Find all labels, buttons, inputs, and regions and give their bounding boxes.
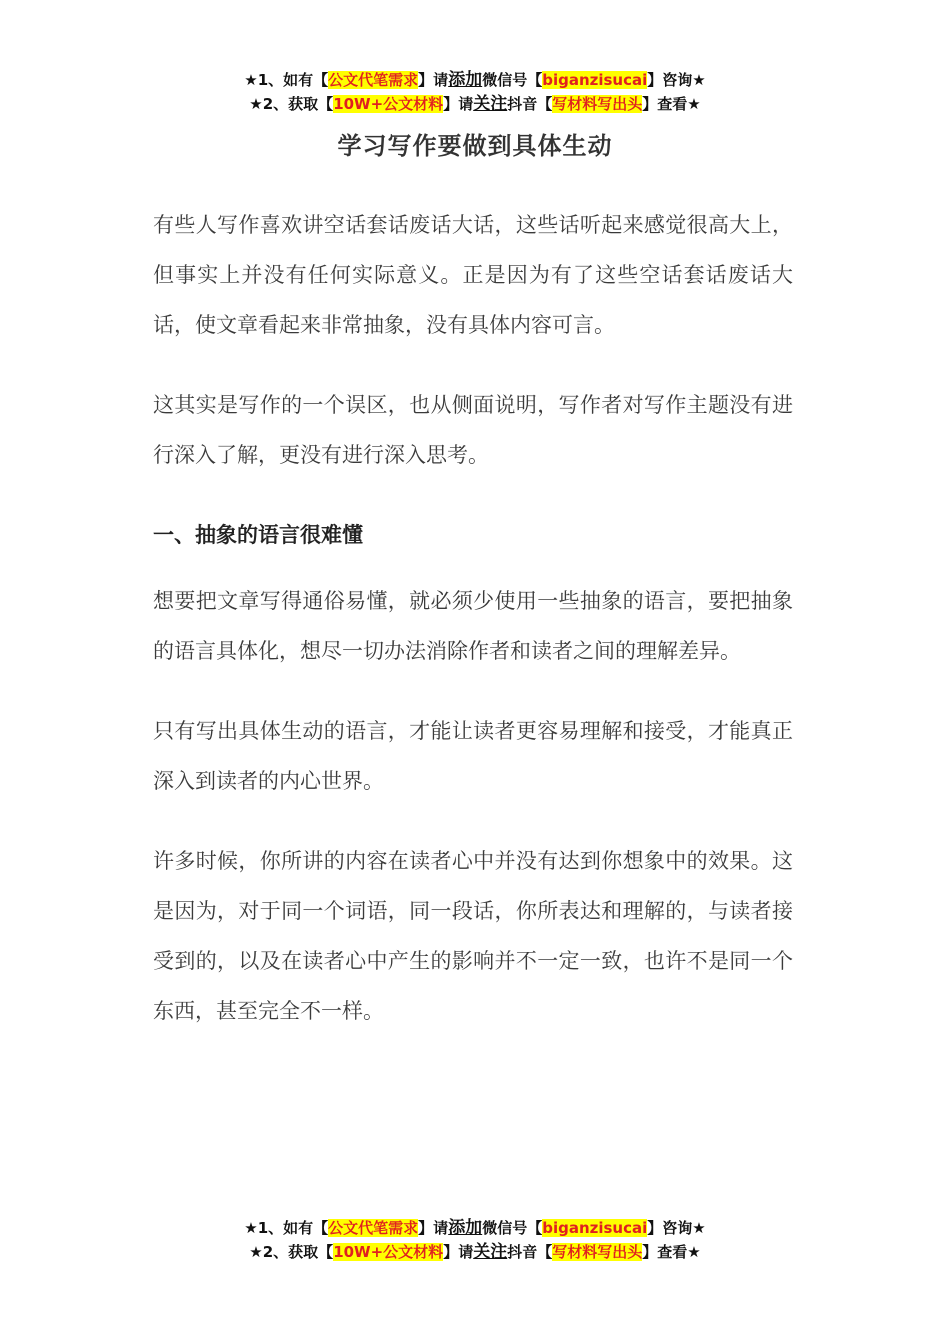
banner-text: 微信号【 bbox=[482, 71, 543, 89]
banner-text: 】咨询★ bbox=[647, 71, 706, 89]
banner-text: 】请 bbox=[418, 1219, 449, 1237]
banner-line-2 bbox=[0, 1240, 950, 1264]
banner-text: 】请 bbox=[443, 95, 474, 113]
banner-text: 微信号【 bbox=[482, 1219, 543, 1237]
banner-text: 抖音【 bbox=[507, 95, 553, 113]
materials-highlight: 10W+公文材料 bbox=[333, 1243, 444, 1261]
banner-text: 】请 bbox=[443, 1243, 474, 1261]
banner-text: 】查看★ bbox=[642, 1243, 701, 1261]
service-highlight: 公文代笔需求 bbox=[328, 71, 419, 89]
article-body bbox=[153, 200, 793, 1066]
banner-text: ★1、如有【 bbox=[244, 71, 329, 89]
section-heading: 一、抽象的语言很难懂 bbox=[153, 523, 363, 547]
wechat-id-highlight: biganzisucai bbox=[542, 71, 648, 89]
page-title: 学习写作要做到具体生动 bbox=[337, 132, 613, 160]
header-banner bbox=[0, 68, 950, 116]
materials-highlight: 10W+公文材料 bbox=[333, 95, 444, 113]
banner-text: 】查看★ bbox=[642, 95, 701, 113]
banner-line-1 bbox=[0, 68, 950, 92]
banner-text: ★1、如有【 bbox=[244, 1219, 329, 1237]
paragraph: 只有写出具体生动的语言，才能让读者更容易理解和接受，才能真正深入到读者的内心世界。 bbox=[153, 719, 793, 793]
follow-underlined: 关注 bbox=[473, 1242, 508, 1262]
banner-text: 抖音【 bbox=[507, 1243, 553, 1261]
banner-text: 】咨询★ bbox=[647, 1219, 706, 1237]
footer-banner bbox=[0, 1216, 950, 1264]
add-underlined: 添加 bbox=[448, 1218, 483, 1238]
wechat-id-highlight: biganzisucai bbox=[542, 1219, 648, 1237]
banner-text: ★2、获取【 bbox=[249, 1243, 334, 1261]
banner-line-2 bbox=[0, 92, 950, 116]
banner-line-1 bbox=[0, 1216, 950, 1240]
follow-underlined: 关注 bbox=[473, 94, 508, 114]
douyin-id-highlight: 写材料写出头 bbox=[552, 1243, 643, 1261]
paragraph: 有些人写作喜欢讲空话套话废话大话，这些话听起来感觉很高大上，但事实上并没有任何实际意义。正是因为有了这些空话套话废话大话，使文章看起来非常抽象，没有具体内容可言。 bbox=[153, 213, 793, 337]
paragraph: 这其实是写作的一个误区，也从侧面说明，写作者对写作主题没有进行深入了解，更没有进行深入思考。 bbox=[153, 393, 793, 467]
add-underlined: 添加 bbox=[448, 70, 483, 90]
banner-text: 】请 bbox=[418, 71, 449, 89]
paragraph: 想要把文章写得通俗易懂，就必须少使用一些抽象的语言，要把抽象的语言具体化，想尽一切办法消除作者和读者之间的理解差异。 bbox=[153, 589, 793, 663]
douyin-id-highlight: 写材料写出头 bbox=[552, 95, 643, 113]
paragraph: 许多时候，你所讲的内容在读者心中并没有达到你想象中的效果。这是因为，对于同一个词语，同一段话，你所表达和理解的，与读者接受到的，以及在读者心中产生的影响并不一定一致，也许不是同一个东西，甚至完全不一样。 bbox=[153, 849, 793, 1023]
service-highlight: 公文代笔需求 bbox=[328, 1219, 419, 1237]
banner-text: ★2、获取【 bbox=[249, 95, 334, 113]
